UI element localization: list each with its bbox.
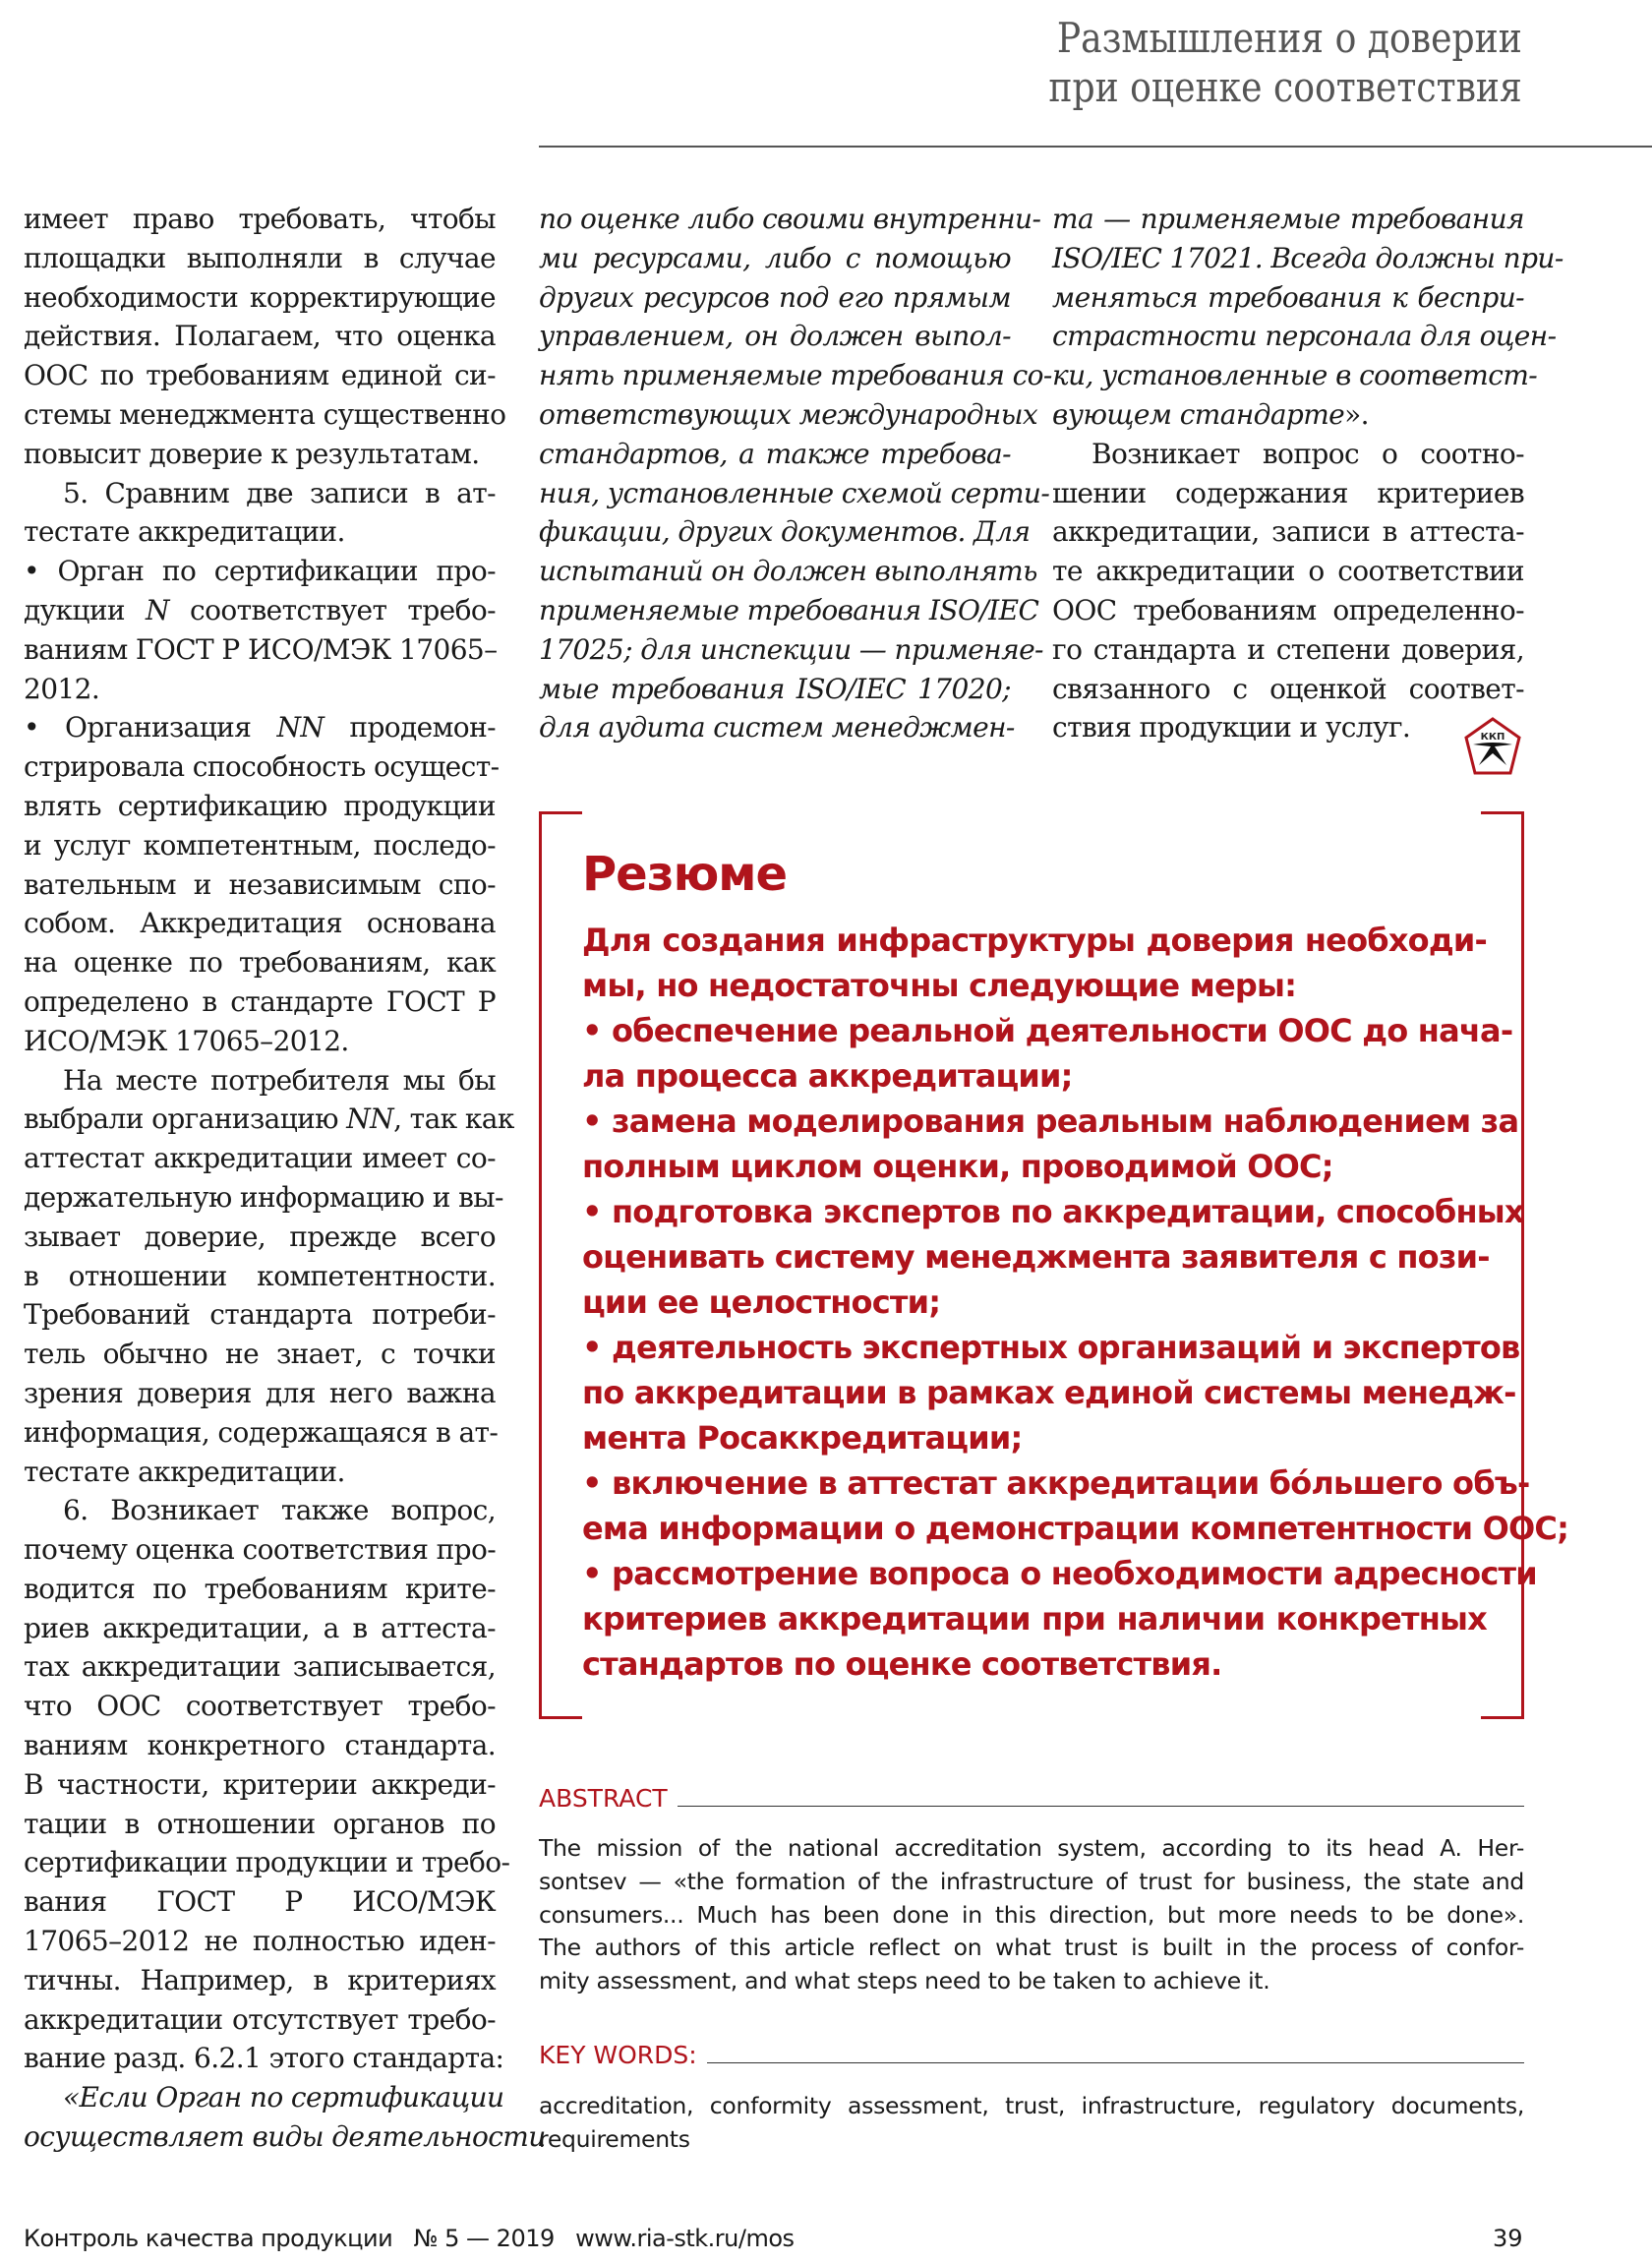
text-segment: собом. Аккредитация основана [24,907,496,940]
text-segment: вующем стандарте [1052,397,1345,431]
summary-line: ема информации о демонстрации компетентности ООС; [582,1510,1569,1547]
text-segment: ООС требованиям определенно- [1052,593,1524,626]
text-line [24,1257,496,1296]
text-segment: NN [346,1102,394,1136]
text-segment: стандартов, а также требова- [539,437,1011,470]
text-line [539,708,1015,747]
text-segment: водится по требованиям крите- [24,1572,496,1605]
text-line [1052,670,1524,709]
text-segment: ООС по требованиям единой си- [24,359,496,392]
summary-box [539,811,1569,1719]
text-column-2 [539,200,1052,747]
text-segment: площадки выполняли в случае [24,241,496,274]
text-line [24,1805,496,1844]
summary-line: ции ее целостности; [582,1283,941,1321]
text-segment: В частности, критерии аккреди- [24,1767,496,1801]
text-segment: аккредитации отсутствует требо- [24,2002,496,2036]
text-segment: 6. Возникает также вопрос, [63,1494,496,1527]
text-line [24,317,496,356]
text-line [1052,591,1524,630]
text-segment: NN [276,711,324,744]
text-segment: ми ресурсами, либо с помощью [539,241,1011,274]
summary-line: по аккредитации в рамках единой системы менедж- [582,1374,1516,1411]
text-line [24,1374,496,1413]
text-segment: осуществляет виды деятельности [24,2120,546,2154]
text-line [24,2117,546,2157]
text-column-1 [24,200,546,2157]
text-segment: На месте потребителя мы бы [63,1063,496,1097]
text-line [24,1491,496,1530]
text-line [1052,200,1524,239]
text-segment: риев аккредитации, а в аттеста- [24,1611,496,1644]
text-line [24,1061,496,1101]
text-line [539,200,1041,239]
text-line [539,512,1031,552]
summary-line: • обеспечение реальной деятельности ООС до нача- [582,1012,1513,1049]
text-segment: для аудита систем менеджмен- [539,711,1015,744]
text-segment: аттестат аккредитации имеет со- [24,1142,496,1175]
text-segment: вательным и независимым спо- [24,867,496,901]
text-line [24,435,496,474]
header-rule [539,146,1652,148]
keywords-line: requirements [539,2124,690,2153]
summary-line: • деятельность экспертных организаций и экспертов [582,1329,1520,1366]
text-line [24,708,496,747]
abstract-heading: ABSTRACT [539,1784,668,1813]
text-line [24,670,496,709]
footer-journal: Контроль качества продукции № 5 — 2019 www.ria-stk.ru/mos [24,2225,795,2252]
text-segment: стемы менеджмента существенно [24,397,506,431]
text-line [539,630,1043,670]
text-segment: нять применяемые требования со- [539,359,1052,392]
text-segment: тичны. Например, в критериях [24,1963,496,1996]
text-line [24,1687,496,1726]
text-line [539,552,1037,591]
text-line [24,747,500,787]
summary-body [582,918,1569,1687]
text-segment: на оценке по требованиям, как [24,946,496,980]
summary-line: • подготовка экспертов по аккредитации, способных [582,1193,1524,1230]
divider [707,2062,1524,2064]
text-segment: 17025; для инспекции — применяе- [539,632,1043,666]
summary-line: • включение в аттестат аккредитации бóльшего объ- [582,1464,1530,1502]
keywords-line: accreditation, conformity assessment, trust, infrastructure, regulatory documents, [539,2092,1524,2119]
text-segment: страстности персонала для оцен- [1052,320,1557,353]
text-line [24,552,496,591]
text-line [24,1530,496,1570]
text-segment: ». [1344,397,1369,431]
text-line [24,630,496,670]
keywords-heading: KEY WORDS: [539,2041,697,2069]
text-line [24,1882,496,1922]
summary-title: Резюме [582,847,788,902]
text-segment: соответствует требо- [168,593,496,626]
text-segment: ваниям ГОСТ Р ИСО/МЭК 17065– [24,632,498,666]
text-segment: « [63,2081,80,2114]
svg-text:ККП: ККП [1480,732,1505,743]
text-line [24,278,496,318]
text-segment: N [146,593,169,626]
summary-line: стандартов по оценке соответствия. [582,1645,1222,1683]
text-segment: выбрали организацию [24,1102,347,1136]
text-segment: фикации, других документов. Для [539,515,1031,549]
keywords-heading-row [539,2041,1524,2069]
text-line [1052,708,1524,747]
text-segment: связанного с оценкой соответ- [1052,672,1524,705]
text-segment: других ресурсов под его прямым [539,280,1011,314]
text-line [24,865,496,905]
text-line [24,1609,496,1648]
summary-line: • рассмотрение вопроса о необходимости адресности [582,1555,1537,1592]
text-line [539,395,1038,435]
abstract-line: The mission of the national accreditation system, according to its head A. Her- [539,1834,1524,1862]
text-segment: 17065–2012 не полностью иден- [24,1925,496,1958]
text-line [24,983,496,1022]
text-line [24,1726,496,1765]
text-line [24,395,506,435]
text-segment: шении содержания критериев [1052,476,1524,509]
text-line [24,1178,503,1218]
text-line [1052,512,1524,552]
text-line [24,474,496,513]
text-line [539,435,1011,474]
text-segment: действия. Полагаем, что оценка [24,320,496,353]
text-segment: по оценке либо своими внутренни- [539,203,1041,235]
text-segment: • Орган по сертификации про- [24,555,496,588]
text-segment: испытаний он должен выполнять [539,555,1037,588]
text-line [24,1139,496,1178]
text-line [1052,356,1538,395]
text-line [1052,395,1524,435]
text-line [24,1570,496,1609]
text-segment: управлением, он должен выпол- [539,320,1011,353]
text-segment: , так как [393,1102,514,1136]
text-segment: ИСО/МЭК 17065–2012. [24,1024,349,1057]
text-segment: вание разд. 6.2.1 этого стандарта: [24,2042,504,2075]
text-segment: и услуг компетентным, последо- [24,828,496,862]
summary-line: • замена моделирования реальным наблюдением за [582,1102,1519,1140]
abstract-text [539,1832,1524,1998]
text-segment: ISO/IEC 17021. Всегда должны при- [1052,241,1564,274]
page-number: 39 [1493,2225,1523,2252]
text-segment: ки, установленные в соответст- [1052,359,1538,392]
box-corner-bl [539,814,582,1719]
text-line [24,1647,496,1687]
abstract-line: The authors of this article reflect on what trust is built in the process of confor- [539,1934,1524,1962]
text-segment: продемон- [324,711,496,744]
text-line [24,1022,496,1061]
text-line [24,2078,504,2117]
text-line [24,2000,496,2040]
text-line [539,278,1011,318]
text-segment: в отношении компетентности. [24,1259,496,1292]
abstract-line: mity assessment, and what steps need to be taken to achieve it. [539,1967,1270,1995]
text-line [539,670,1011,709]
text-line [24,1335,496,1374]
text-line [1052,630,1524,670]
header-title-line: Размышления о доверии [1057,14,1522,62]
text-segment: применяемые требования ISO/IEC [539,593,1039,626]
text-segment: стрировала способность осущест- [24,750,500,784]
text-segment: Требований стандарта потреби- [24,1298,496,1332]
text-line [24,591,496,630]
text-line [24,200,496,239]
abstract-line: consumers... Much has been done in this direction, but more needs to be done». [539,1900,1524,1929]
text-segment: влять сертификацию продукции [24,789,496,822]
text-segment: определено в стандарте ГОСТ Р [24,984,496,1018]
text-segment: ваниям конкретного стандарта. [24,1729,496,1762]
text-segment: меняться требования к беспри- [1052,280,1524,314]
text-line [539,317,1011,356]
text-line [24,826,496,865]
text-line [1052,317,1557,356]
kkp-logo-icon [1463,716,1522,777]
summary-line: ла процесса аккредитации; [582,1057,1073,1095]
text-line [24,2039,504,2078]
summary-line: критериев аккредитации при наличии конкретных [582,1600,1487,1638]
keywords-text [539,2090,1524,2157]
text-line [539,356,1052,395]
text-line [24,1765,496,1805]
summary-line: полным циклом оценки, проводимой ООС; [582,1148,1333,1185]
running-header [1049,14,1522,112]
text-line [24,356,496,395]
text-segment: Возникает вопрос о соотно- [1092,437,1524,470]
text-line [24,1295,496,1335]
text-line [1052,435,1524,474]
text-line [1052,239,1564,278]
text-line [539,474,1050,513]
text-line [539,591,1039,630]
text-line [24,787,496,826]
text-segment: аккредитации, записи в аттеста- [1052,515,1524,549]
abstract-heading-row [539,1784,1524,1813]
text-line [24,512,496,552]
divider [678,1806,1524,1808]
text-column-3 [1052,200,1564,747]
text-segment: ответствующих международных [539,397,1038,431]
text-line [24,1453,496,1492]
box-corner-br [1481,1601,1524,1719]
text-segment: необходимости корректирующие [24,280,496,314]
text-segment: информация, содержащаяся в ат- [24,1415,499,1449]
summary-line: мента Росаккредитации; [582,1419,1023,1457]
text-line [24,943,496,983]
text-segment: повысит доверие к результатам. [24,437,480,470]
text-segment: дукции [24,593,147,626]
abstract-line: sontsev — «the formation of the infrastructure of trust for business, the state and [539,1867,1524,1895]
text-line [24,1922,496,1961]
text-line [24,1218,496,1257]
text-line [539,239,1011,278]
header-title-line: при оценке соответствия [1048,63,1522,111]
text-segment: ствия продукции и услуг. [1052,711,1411,744]
text-line [1052,552,1524,591]
text-segment: тестате аккредитации. [24,1455,345,1488]
text-line [24,1961,496,2000]
summary-line: оценивать систему менеджмента заявителя с пози- [582,1238,1490,1276]
text-line [24,1413,499,1453]
text-segment: 2012. [24,672,100,705]
text-segment: имеет право требовать, чтобы [24,203,496,235]
text-line [24,239,496,278]
text-segment: тации в отношении органов по [24,1807,496,1840]
text-segment: го стандарта и степени доверия, [1052,632,1524,666]
text-segment: что ООС соответствует требо- [24,1690,496,1723]
text-line [24,1843,510,1882]
text-segment: та — применяемые требования [1052,203,1524,235]
text-line [1052,474,1524,513]
text-segment: Если Орган по сертификации [79,2081,504,2114]
text-line [1052,278,1524,318]
text-segment: зывает доверие, прежде всего [24,1220,496,1253]
text-line [24,1100,514,1139]
text-segment: сертификации продукции и требо- [24,1846,510,1879]
text-segment: держательную информацию и вы- [24,1180,503,1214]
text-segment: зрения доверия для него важна [24,1376,496,1409]
text-segment: мые требования ISO/IEC 17020; [539,672,1011,705]
text-segment: 5. Сравним две записи в ат- [63,476,496,509]
text-segment: ния, установленные схемой серти- [539,476,1050,509]
text-segment: • Организация [24,711,277,744]
summary-line: Для создания инфраструктуры доверия необходи- [582,922,1487,959]
text-segment: вания ГОСТ Р ИСО/МЭК [24,1885,496,1919]
text-segment: тестате аккредитации. [24,515,345,549]
text-segment: почему оценка соответствия про- [24,1533,497,1567]
text-segment: те аккредитации о соответствии [1052,555,1524,588]
text-line [24,904,496,943]
text-segment: тах аккредитации записывается, [24,1650,496,1684]
text-segment: тель обычно не знает, с точки [24,1338,496,1371]
summary-line: мы, но недостаточны следующие меры: [582,967,1297,1004]
